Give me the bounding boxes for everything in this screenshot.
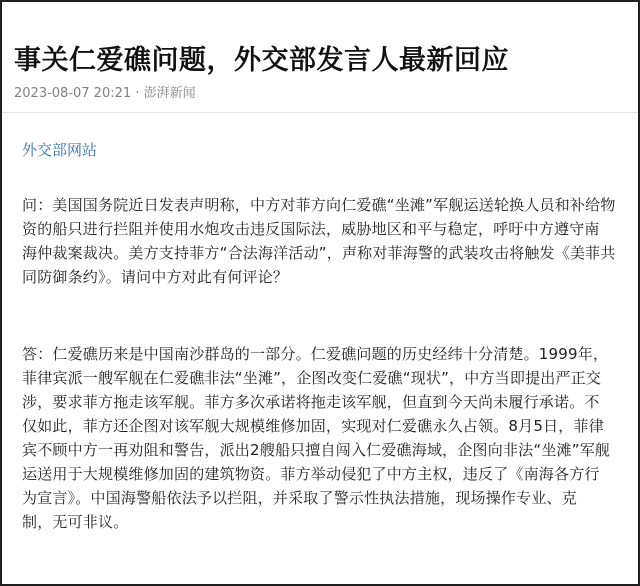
source-name[interactable]: 澎湃新闻 (143, 86, 196, 101)
question-paragraph (22, 193, 630, 289)
article-title: 事关仁爱礁问题，外交部发言人最新回应 (14, 45, 509, 77)
answer-line: 宾不顾中方一再劝阻和警告，派出2艘船只擅自闯入仁爱礁海域，企图向非法“坐滩”军舰 (22, 441, 611, 459)
answer-line: 菲律宾派一艘军舰在仁爱礁非法“坐滩”，企图改变仁爱礁“现状”，中方当即提出严正交 (22, 369, 602, 387)
answer-paragraph (22, 342, 630, 534)
answer-line: 制，无可非议。 (22, 513, 129, 531)
question-line: 同防御条约》。请问中方对此有何评论？ (22, 268, 289, 286)
answer-line: 仅如此，菲方还企图对该军舰大规模维修加固，实现对仁爱礁永久占领。8月5日，菲律 (22, 417, 604, 435)
answer-line: 涉，要求菲方拖走该军舰。菲方多次承诺将拖走该军舰，但直到今天尚未履行承诺。不 (22, 393, 600, 411)
question-line: 资的船只进行拦阻并使用水炮攻击违反国际法，威胁地区和平与稳定，呼吁中方遵守南 (22, 220, 600, 238)
publish-date: 2023-08-07 20:21 (14, 86, 132, 101)
source-link[interactable]: 外交部网站 (22, 141, 98, 159)
answer-line: 答：仁爱礁历来是中国南沙群岛的一部分。仁爱礁问题的历史经纬十分清楚。1999年， (22, 345, 609, 363)
question-line: 海仲裁案裁决。美方支持菲方“合法海洋活动”，声称对菲海警的武装攻击将触发《美菲共 (22, 244, 616, 262)
answer-line: 为宣言》。中国海警船依法予以拦阻，并采取了警示性执法措施，现场操作专业、克 (22, 489, 577, 507)
question-line: 问：美国国务院近日发表声明称，中方对菲方向仁爱礁“坐滩”军舰运送轮换人员和补给物 (22, 196, 616, 214)
article-meta (14, 82, 196, 101)
meta-separator: · (135, 86, 140, 101)
answer-line: 运送用于大规模维修加固的建筑物资。菲方举动侵犯了中方主权，违反了《南海各方行 (22, 465, 600, 483)
header-divider (2, 112, 638, 113)
